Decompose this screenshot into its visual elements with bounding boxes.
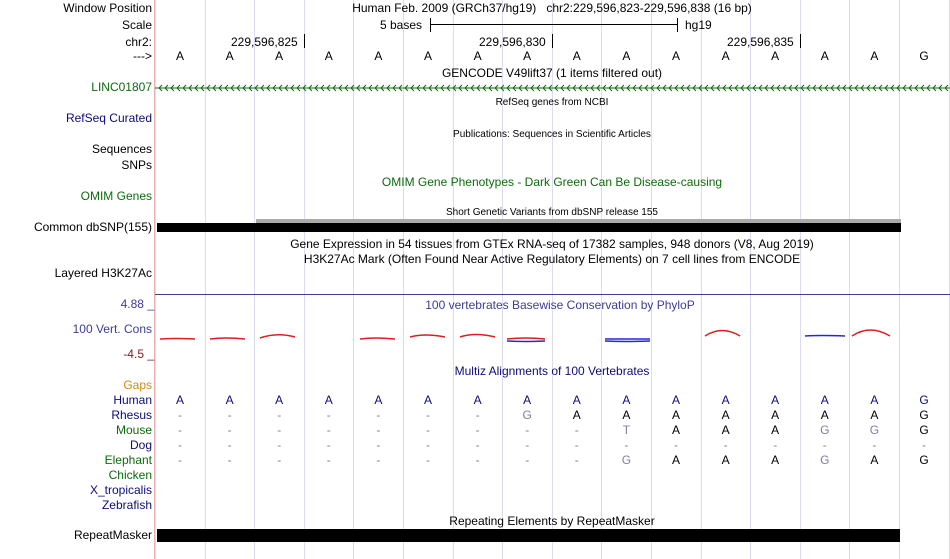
alignment-base-rhesus: - <box>475 408 480 422</box>
track-label[interactable]: 4.88 _ <box>120 297 154 311</box>
reference-base: A <box>374 49 383 63</box>
alignment-base-human: G <box>919 393 929 407</box>
track-label[interactable]: OMIM Genes <box>80 189 152 203</box>
coord-tick-1 <box>304 34 305 48</box>
h3k27ac-track-title: H3K27Ac Mark (Often Found Near Active Regulatory Elements) on 7 cell lines from ENCODE <box>303 252 801 266</box>
alignment-base-human: A <box>721 393 730 407</box>
alignment-base-human: A <box>175 393 184 407</box>
alignment-base-elephant: - <box>426 453 430 467</box>
alignment-base-human: A <box>771 393 780 407</box>
reference-base: A <box>622 49 631 63</box>
alignment-base-dog: - <box>326 438 331 452</box>
alignment-base-rhesus: A <box>870 408 879 422</box>
track-label[interactable]: LINC01807 <box>91 80 152 94</box>
alignment-base-mouse: - <box>227 423 232 437</box>
alignment-base-elephant: - <box>178 453 182 467</box>
track-label[interactable]: Mouse <box>115 423 152 437</box>
track-label[interactable]: Gaps <box>123 378 152 392</box>
gtex-track-title: Gene Expression in 54 tissues from GTEx RNA-seq of 17382 samples, 948 donors (V8, Aug 2019) <box>290 237 814 251</box>
alignment-base-mouse: - <box>475 423 480 437</box>
alignment-base-dog: - <box>674 438 678 452</box>
alignment-base-rhesus: A <box>671 408 680 422</box>
reference-base: A <box>870 49 879 63</box>
reference-base: A <box>275 49 284 63</box>
alignment-base-dog: - <box>426 438 430 452</box>
alignment-base-human: A <box>523 393 532 407</box>
alignment-base-mouse: - <box>574 423 579 437</box>
alignment-base-elephant: G <box>919 453 929 467</box>
alignment-base-elephant: - <box>326 453 331 467</box>
coord-tick-2 <box>552 34 553 48</box>
scale-label: 5 bases <box>380 18 423 32</box>
coord-label-1: 229,596,825 <box>231 35 298 49</box>
track-label[interactable]: RepeatMasker <box>73 528 152 542</box>
alignment-base-elephant: A <box>771 453 780 467</box>
multiz-track-title: Multiz Alignments of 100 Vertebrates <box>454 364 650 378</box>
alignment-base-rhesus: A <box>820 408 829 422</box>
alignment-base-elephant: A <box>721 453 730 467</box>
alignment-base-dog: - <box>178 438 182 452</box>
alignment-base-mouse: A <box>671 423 680 437</box>
alignment-base-human: A <box>622 393 631 407</box>
phylop-track-title: 100 vertebrates Basewise Conservation by PhyloP <box>425 298 695 312</box>
reference-base: A <box>572 49 581 63</box>
alignment-base-dog: - <box>773 438 778 452</box>
alignment-base-mouse: G <box>869 423 880 437</box>
reference-base: A <box>423 49 432 63</box>
alignment-base-mouse: - <box>277 423 282 437</box>
track-label[interactable]: Common dbSNP(155) <box>33 220 152 234</box>
reference-base: A <box>721 49 730 63</box>
alignment-base-dog: - <box>475 438 480 452</box>
alignment-base-elephant: G <box>621 453 632 467</box>
alignment-base-rhesus: - <box>326 408 331 422</box>
window-position-text <box>352 1 752 15</box>
alignment-base-dog: - <box>822 438 827 452</box>
gencode-track-title: GENCODE V49lift37 (1 items filtered out) <box>441 66 663 80</box>
alignment-base-elephant: - <box>277 453 282 467</box>
track-label[interactable]: Scale <box>121 18 152 32</box>
alignment-base-mouse: A <box>721 423 730 437</box>
alignment-base-human: A <box>374 393 383 407</box>
scale-bar <box>430 24 678 25</box>
track-label[interactable]: Rhesus <box>111 408 152 422</box>
repeatmasker-track-title: Repeating Elements by RepeatMasker <box>449 514 655 528</box>
alignment-base-rhesus: A <box>771 408 780 422</box>
assembly-name: Human Feb. 2009 (GRCh37/hg19) <box>352 1 537 15</box>
repeatmasker-element[interactable] <box>157 529 900 542</box>
alignment-base-human: A <box>820 393 829 407</box>
coord-label-3: 229,596,835 <box>727 35 794 49</box>
alignment-base-dog: - <box>624 438 629 452</box>
alignment-base-rhesus: A <box>572 408 581 422</box>
reference-base: A <box>523 49 532 63</box>
track-label[interactable]: chr2: <box>125 35 152 49</box>
alignment-base-mouse: - <box>426 423 430 437</box>
reference-base: A <box>324 49 333 63</box>
reference-base: A <box>820 49 829 63</box>
reference-base: A <box>671 49 680 63</box>
track-label[interactable]: Dog <box>129 438 152 452</box>
track-label[interactable]: Layered H3K27Ac <box>54 266 152 280</box>
track-label[interactable]: RefSeq Curated <box>65 111 152 125</box>
alignment-base-human: A <box>572 393 581 407</box>
alignment-base-dog: - <box>227 438 232 452</box>
scale-db: hg19 <box>685 18 712 32</box>
refseq-track-title: RefSeq genes from NCBI <box>495 97 609 108</box>
alignment-base-dog: - <box>922 438 926 452</box>
track-label[interactable]: Chicken <box>108 468 152 482</box>
coord-label-2: 229,596,830 <box>479 35 546 49</box>
alignment-base-dog: - <box>872 438 877 452</box>
track-label[interactable]: ---> <box>133 49 152 63</box>
publications-track-title: Publications: Sequences in Scientific Articles <box>453 129 651 140</box>
alignment-base-rhesus: G <box>522 408 532 422</box>
alignment-base-dog: - <box>376 438 381 452</box>
coord-tick-3 <box>800 34 801 48</box>
alignment-base-rhesus: G <box>919 408 929 422</box>
alignment-base-dog: - <box>277 438 282 452</box>
track-label[interactable]: 100 Vert. Cons <box>72 322 152 336</box>
scale-bar-right-tick <box>677 18 678 32</box>
alignment-base-human: A <box>671 393 680 407</box>
alignment-base-mouse: - <box>326 423 331 437</box>
alignment-base-elephant: G <box>820 453 830 467</box>
alignment-base-human: A <box>423 393 432 407</box>
alignment-base-human: A <box>324 393 333 407</box>
alignment-base-human: A <box>275 393 284 407</box>
dbsnp-variant-bar[interactable] <box>157 223 901 232</box>
alignment-base-dog: - <box>525 438 530 452</box>
track-label[interactable]: Zebrafish <box>101 498 152 512</box>
alignment-base-mouse: - <box>525 423 530 437</box>
track-label[interactable]: Window Position <box>63 1 152 15</box>
alignment-base-rhesus: - <box>426 408 430 422</box>
alignment-base-rhesus: - <box>227 408 232 422</box>
scale-bar-left-tick <box>430 18 431 32</box>
alignment-base-elephant: - <box>574 453 579 467</box>
alignment-base-rhesus: A <box>622 408 631 422</box>
alignment-base-elephant: - <box>376 453 381 467</box>
alignment-base-mouse: - <box>178 423 182 437</box>
alignment-base-elephant: - <box>475 453 480 467</box>
alignment-base-elephant: - <box>525 453 530 467</box>
alignment-base-mouse: G <box>919 423 929 437</box>
track-label[interactable]: Human <box>113 393 152 407</box>
phylop-top-border <box>155 294 950 295</box>
alignment-base-dog: - <box>574 438 579 452</box>
position-range: chr2:229,596,823-229,596,838 (16 bp) <box>546 1 752 15</box>
alignment-base-mouse: A <box>771 423 780 437</box>
alignment-base-rhesus: A <box>721 408 730 422</box>
reference-base: A <box>771 49 780 63</box>
alignment-base-mouse: - <box>376 423 381 437</box>
reference-base: A <box>473 49 482 63</box>
track-label[interactable]: Elephant <box>104 453 152 467</box>
reference-base: A <box>175 49 184 63</box>
alignment-base-elephant: - <box>227 453 232 467</box>
reference-base: G <box>919 49 929 63</box>
track-label[interactable]: SNPs <box>121 158 152 172</box>
alignment-base-mouse: G <box>820 423 830 437</box>
track-label[interactable]: -4.5 _ <box>123 347 154 361</box>
alignment-base-rhesus: - <box>178 408 182 422</box>
alignment-base-rhesus: - <box>376 408 381 422</box>
track-label[interactable]: X_tropicalis <box>89 483 152 497</box>
gencode-transcript[interactable] <box>155 82 950 94</box>
alignment-base-elephant: A <box>870 453 879 467</box>
alignment-base-rhesus: - <box>277 408 282 422</box>
alignment-base-mouse: T <box>622 423 631 437</box>
alignment-base-human: A <box>870 393 879 407</box>
omim-track-title: OMIM Gene Phenotypes - Dark Green Can Be Disease-causing <box>381 175 723 189</box>
reference-base: A <box>225 49 234 63</box>
alignment-base-dog: - <box>723 438 728 452</box>
dbsnp-track-title: Short Genetic Variants from dbSNP release 155 <box>446 207 658 218</box>
alignment-base-elephant: A <box>671 453 680 467</box>
track-label[interactable]: Sequences <box>91 142 152 156</box>
alignment-base-human: A <box>225 393 234 407</box>
phylop-signal[interactable] <box>155 320 950 350</box>
alignment-base-human: A <box>473 393 482 407</box>
